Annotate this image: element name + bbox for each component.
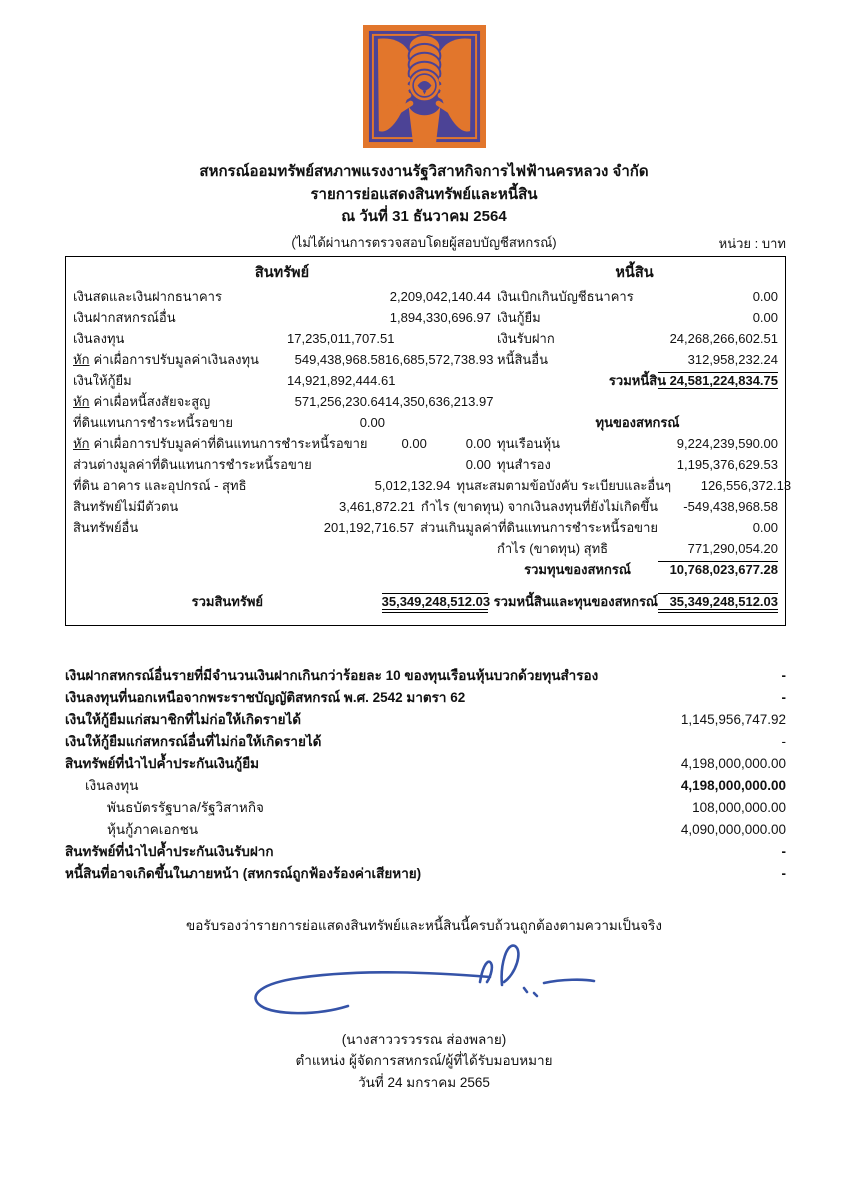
liability-label	[497, 433, 658, 454]
liability-label-text: หนี้สินอื่น	[497, 351, 548, 367]
liability-amount: 24,268,266,602.51	[669, 330, 778, 346]
asset-label	[73, 412, 287, 433]
disclosure-label: สินทรัพย์ที่นำไปค้ำประกันเงินรับฝาก	[65, 843, 274, 859]
liabilities-column-header: หนี้สิน	[615, 265, 654, 281]
disclosure-label: หุ้นกู้ภาคเอกชน	[107, 821, 199, 837]
asset-amount: 0.00	[465, 435, 491, 451]
disclosure-value: -	[781, 733, 786, 749]
liability-label-text: กำไร (ขาดทุน) สุทธิ	[497, 540, 609, 556]
asset-label	[73, 349, 287, 370]
liability-label-text: เงินรับฝาก	[497, 330, 555, 346]
signature-block	[0, 1029, 848, 1095]
org-name: สหกรณ์ออมทรัพย์สหภาพแรงงานรัฐวิสาหกิจการไฟฟ้านครหลวง จำกัด	[199, 163, 649, 180]
deduct-prefix: หัก	[73, 435, 90, 451]
asset-label	[73, 591, 382, 612]
table-row	[73, 349, 778, 370]
asset-amount-inner: 571,256,230.64	[294, 393, 385, 409]
disclosure-value: 108,000,000.00	[692, 799, 786, 815]
asset-label	[73, 475, 247, 496]
disclosure-label: เงินให้กู้ยืมแก่สมาชิกที่ไม่ก่อให้เกิดรายได้	[65, 711, 302, 727]
disclosure-label: เงินฝากสหกรณ์อื่นรายที่มีจำนวนเงินฝากเกินกว่าร้อยละ 10 ของทุนเรือนหุ้นบวกด้วยทุนสำรอง	[65, 667, 599, 683]
asset-amount: 1,894,330,696.97	[389, 309, 491, 325]
table-row	[73, 538, 778, 559]
disclosure-value: 4,198,000,000.00	[680, 755, 786, 771]
assets-side	[73, 517, 414, 538]
liability-amount: 9,224,239,590.00	[676, 435, 778, 451]
asset-amount-inner: 0.00	[359, 414, 385, 430]
assets-side	[73, 391, 494, 412]
assets-side	[73, 591, 491, 613]
liability-label	[497, 349, 658, 370]
disclosure-value: -	[781, 667, 786, 683]
liability-label	[421, 496, 658, 517]
asset-label-text: เงินลงทุน	[73, 330, 125, 346]
liabilities-side	[415, 496, 778, 517]
liabilities-side	[491, 286, 778, 307]
assets-side	[73, 454, 491, 475]
asset-label-text: สินทรัพย์อื่น	[73, 519, 139, 535]
subheader-line	[0, 232, 848, 252]
table-row	[73, 328, 778, 349]
disclosure-row	[65, 818, 786, 840]
liabilities-side	[491, 328, 778, 349]
document-header	[0, 161, 848, 229]
liability-amount: 0.00	[752, 519, 778, 535]
table-row	[73, 286, 778, 307]
liability-label-text: รวมทุนของสหกรณ์	[524, 561, 631, 577]
asset-label-text: สินทรัพย์ไม่มีตัวตน	[73, 498, 179, 514]
liabilities-side	[491, 370, 778, 391]
asset-label	[73, 517, 210, 538]
liability-amount: 0.00	[752, 288, 778, 304]
liability-label-text: ส่วนเกินมูลค่าที่ดินแทนการชำระหนี้รอขาย	[420, 519, 658, 535]
assets-side	[73, 496, 415, 517]
liability-label-text: รวมหนี้สิน	[608, 372, 667, 388]
assets-side	[73, 307, 491, 328]
assets-side	[73, 328, 491, 349]
disclosure-row	[65, 796, 786, 818]
disclosure-value: 1,145,956,747.92	[680, 711, 786, 727]
assets-side	[73, 433, 491, 454]
assets-side	[73, 412, 491, 433]
assets-side	[73, 349, 494, 370]
disclosure-label: เงินลงทุน	[85, 777, 139, 793]
liability-label-text: กำไร (ขาดทุน) จากเงินลงทุนที่ยังไม่เกิดขึ้น	[420, 498, 658, 514]
asset-amount-inner: 17,235,011,707.51	[287, 330, 395, 346]
disclosure-label: เงินให้กู้ยืมแก่สหกรณ์อื่นที่ไม่ก่อให้เกิดรายได้	[65, 733, 322, 749]
assets-side	[73, 286, 491, 307]
liability-amount: 1,195,376,629.53	[676, 456, 778, 472]
table-row	[73, 433, 778, 454]
disclosure-value: -	[781, 843, 786, 859]
table-row	[73, 591, 778, 613]
asset-label-text: รวมสินทรัพย์	[191, 593, 264, 609]
liabilities-side	[451, 475, 792, 496]
asset-label-text: ที่ดิน อาคาร และอุปกรณ์ - สุทธิ	[73, 477, 247, 493]
liability-label	[497, 454, 658, 475]
liability-amount: 35,349,248,512.03	[658, 593, 778, 613]
signer-name: (นางสาววรวรรณ ส่องพลาย)	[341, 1031, 507, 1047]
asset-amount-inner: 14,921,892,444.61	[287, 372, 396, 388]
asset-amount: 0.00	[465, 456, 491, 472]
liabilities-side	[491, 412, 778, 433]
assets-column-header: สินทรัพย์	[254, 265, 310, 281]
as-of-date: ณ วันที่ 31 ธันวาคม 2564	[341, 208, 507, 225]
asset-label	[73, 496, 211, 517]
disclosure-label: เงินลงทุนที่นอกเหนือจากพระราชบัญญัติสหกรณ์ พ.ศ. 2542 มาตรา 62	[65, 689, 466, 705]
disclosure-row	[65, 840, 786, 862]
coop-hands-coins-icon	[363, 25, 486, 148]
disclosure-row	[65, 862, 786, 884]
disclosure-value: 4,198,000,000.00	[680, 777, 786, 793]
asset-amount: 16,685,572,738.93	[385, 351, 494, 367]
table-header-row	[73, 260, 778, 286]
liability-amount: 312,958,232.24	[687, 351, 778, 367]
unaudited-note: (ไม่ได้ผ่านการตรวจสอบโดยผู้สอบบัญชีสหกรณ์)	[291, 234, 557, 250]
liability-amount: 0.00	[752, 309, 778, 325]
liabilities-side	[414, 517, 778, 538]
asset-label	[73, 307, 287, 328]
liability-label	[457, 475, 672, 496]
liabilities-side	[491, 349, 778, 370]
liability-label	[497, 286, 658, 307]
assets-side	[73, 370, 491, 391]
table-row	[73, 412, 778, 433]
liabilities-side	[491, 307, 778, 328]
disclosure-row	[65, 664, 786, 686]
asset-amount: 14,350,636,213.97	[385, 393, 494, 409]
asset-amount-inner: 0.00	[401, 435, 427, 451]
table-row	[73, 517, 778, 538]
asset-amount: 2,209,042,140.44	[389, 288, 491, 304]
liability-amount: -549,438,968.58	[683, 498, 778, 514]
liability-label	[497, 412, 778, 433]
liability-amount: 126,556,372.13	[700, 477, 792, 493]
handwritten-signature	[244, 938, 604, 1030]
disclosure-label: สินทรัพย์ที่นำไปค้ำประกันเงินกู้ยืม	[65, 755, 259, 771]
balance-sheet-table	[65, 256, 792, 626]
liability-label	[497, 307, 658, 328]
disclosure-value: -	[781, 865, 786, 881]
asset-label-text: ที่ดินแทนการชำระหนี้รอขาย	[73, 414, 234, 430]
unit-label: หน่วย : บาท	[718, 235, 786, 251]
liability-label-text: ทุนสะสมตามข้อบังคับ ระเบียบและอื่นๆ	[456, 477, 672, 493]
asset-label	[73, 391, 287, 412]
asset-label-text: เงินฝากสหกรณ์อื่น	[73, 309, 176, 325]
liability-amount: 771,290,054.20	[687, 540, 778, 556]
signer-title: ตำแหน่ง ผู้จัดการสหกรณ์/ผู้ที่ได้รับมอบหมาย	[295, 1053, 553, 1069]
liability-label-text: รวมหนี้สินและทุนของสหกรณ์	[493, 593, 658, 609]
liability-label-text: ทุนเรือนหุ้น	[497, 435, 561, 451]
table-row	[73, 391, 778, 412]
disclosure-label: หนี้สินที่อาจเกิดขึ้นในภายหน้า (สหกรณ์ถูกฟ้องร้องค่าเสียหาย)	[65, 865, 422, 881]
liabilities-side	[491, 538, 778, 559]
sign-date: วันที่ 24 มกราคม 2565	[358, 1075, 490, 1091]
disclosure-label: พันธบัตรรัฐบาล/รัฐวิสาหกิจ	[107, 799, 264, 815]
asset-amount: 5,012,132.94	[374, 477, 451, 493]
liability-label	[497, 328, 658, 349]
asset-amount: 201,192,716.57	[323, 519, 415, 535]
disclosure-row	[65, 730, 786, 752]
liability-label-text: เงินกู้ยืม	[497, 309, 541, 325]
asset-label-text: ค่าเผื่อการปรับมูลค่าเงินลงทุน	[93, 351, 259, 367]
asset-label	[73, 454, 312, 475]
liability-label	[420, 517, 658, 538]
disclosure-row	[65, 686, 786, 708]
table-row	[73, 559, 778, 580]
asset-label	[73, 328, 287, 349]
table-row	[73, 496, 778, 517]
certification-statement: ขอรับรองว่ารายการย่อแสดงสินทรัพย์และหนี้สินนี้ครบถ้วนถูกต้องตามความเป็นจริง	[186, 917, 662, 933]
disclosure-row	[65, 774, 786, 796]
asset-amount: 35,349,248,512.03	[382, 593, 488, 613]
liabilities-side	[491, 559, 778, 580]
table-row	[73, 370, 778, 391]
asset-label-text: เงินสดและเงินฝากธนาคาร	[73, 288, 222, 304]
table-row	[73, 454, 778, 475]
signature-area	[0, 938, 848, 1095]
asset-label	[73, 286, 287, 307]
asset-amount: 3,461,872.21	[339, 498, 415, 514]
disclosures-section	[65, 664, 786, 884]
disclosure-row	[65, 708, 786, 730]
asset-label-text: เงินให้กู้ยืม	[73, 372, 132, 388]
liability-amount: 10,768,023,677.28	[658, 561, 778, 577]
asset-label	[73, 433, 368, 454]
disclosure-value: -	[781, 689, 786, 705]
table-row	[73, 475, 792, 496]
assets-side	[73, 475, 451, 496]
liability-amount: 24,581,224,834.75	[658, 372, 778, 389]
disclosure-value: 4,090,000,000.00	[680, 821, 786, 837]
asset-amount-inner: 549,438,968.58	[294, 351, 385, 367]
liability-label	[497, 559, 658, 580]
liability-label	[494, 591, 658, 612]
liabilities-side	[491, 433, 778, 454]
asset-label	[73, 370, 287, 391]
liability-label	[497, 538, 658, 559]
liabilities-side	[488, 591, 778, 613]
doc-title: รายการย่อแสดงสินทรัพย์และหนี้สิน	[310, 185, 538, 203]
liability-label-text: ทุนของสหกรณ์	[595, 414, 680, 430]
liability-label-text: ทุนสำรอง	[497, 456, 551, 472]
deduct-prefix: หัก	[73, 393, 90, 409]
disclosure-row	[65, 752, 786, 774]
asset-label-text: ส่วนต่างมูลค่าที่ดินแทนการชำระหนี้รอขาย	[73, 456, 312, 472]
deduct-prefix: หัก	[73, 351, 90, 367]
liability-label-text: เงินเบิกเกินบัญชีธนาคาร	[497, 288, 634, 304]
asset-label-text: ค่าเผื่อหนี้สงสัยจะสูญ	[93, 393, 211, 409]
liabilities-side	[491, 454, 778, 475]
asset-label-text: ค่าเผื่อการปรับมูลค่าที่ดินแทนการชำระหนี้รอขาย	[93, 435, 368, 451]
table-row	[73, 307, 778, 328]
coop-logo	[363, 25, 486, 148]
